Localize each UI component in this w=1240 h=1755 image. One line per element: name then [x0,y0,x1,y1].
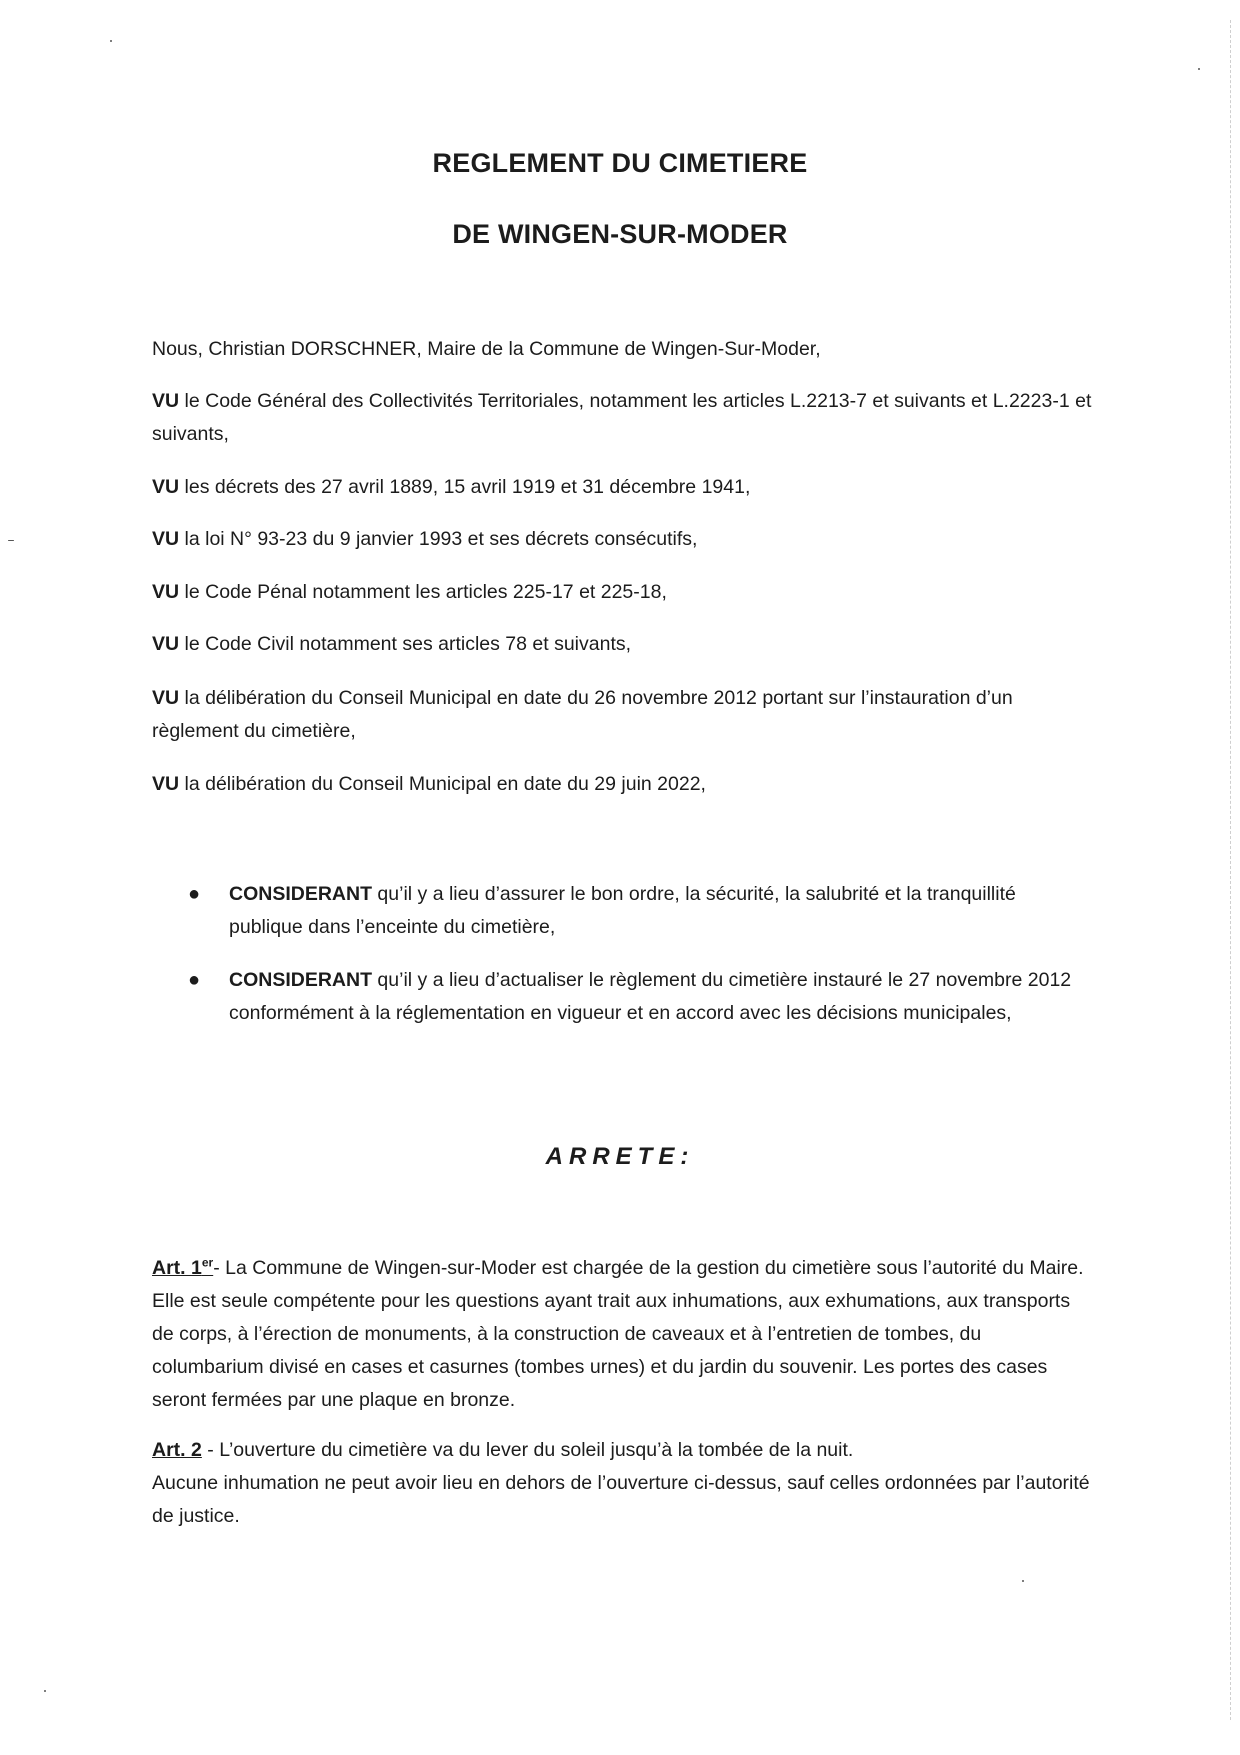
vu-text: le Code Pénal notamment les articles 225-17 et 225-18, [179,581,667,603]
scan-speck [1198,68,1200,70]
considerant-text: qu’il y a lieu d’actualiser le règlement du cimetière instauré le 27 novembre 2012 conformément à la réglementation en vigueur et en accord avec les décisions municipales, [229,969,1072,1024]
article-1-text: - La Commune de Wingen-sur-Moder est chargée de la gestion du cimetière sous l’autorité du Maire. Elle est seule compétente pour les questions ayant trait aux inhumations, aux exhumations, aux transports de corps, à l’érection de monuments, à la construction de caveaux et à l’entretien de tombes, du columbarium divisé en cases et casurnes (tombes urnes) et du jardin du souvenir. Les portes des cases seront fermées par une plaque en bronze. [152,1257,1084,1411]
title-line-2: DE WINGEN-SUR-MODER [452,219,788,249]
vu-prefix: VU [152,528,180,550]
vu-text: le Code Civil notamment ses articles 78 et suivants, [179,633,632,655]
article-2-label: Art. 2 [152,1439,202,1461]
vu-text: les décrets des 27 avril 1889, 15 avril 1919 et 31 décembre 1941, [179,476,751,498]
vu-prefix: VU [152,476,180,498]
vu-paragraph [152,628,1092,661]
vu-text: le Code Général des Collectivités Territoriales, notamment les articles L.2213-7 et suivants et L.2223-1 et suivants, [152,390,1092,445]
considerant-item [188,878,1081,944]
bullet-icon: ● [188,969,201,991]
arrete-heading: ARRETE: [545,1143,695,1170]
vu-prefix: VU [152,687,180,709]
vu-text: la loi N° 93-23 du 9 janvier 1993 et ses décrets consécutifs, [179,528,698,550]
scan-speck [110,40,112,42]
article-1-label [152,1257,213,1279]
considerant-prefix: CONSIDERANT [229,883,373,905]
article-2-text: - L’ouverture du cimetière va du lever du soleil jusqu’à la tombée de la nuit. [201,1439,854,1461]
scan-edge [1230,20,1232,1720]
title-line-1: REGLEMENT DU CIMETIERE [432,148,808,178]
vu-prefix: VU [152,390,180,412]
article-1 [152,1252,1092,1417]
article-1-number: Art. 1 [152,1257,202,1279]
vu-text: la délibération du Conseil Municipal en date du 26 novembre 2012 portant sur l’instauration d’un règlement du cimetière, [152,687,1013,742]
scan-speck [8,540,14,541]
article-1-superscript: er [201,1255,214,1270]
vu-prefix: VU [152,633,180,655]
considerant-item [188,964,1081,1030]
scan-speck [44,1690,46,1692]
scan-speck [1022,1580,1024,1582]
vu-paragraph [152,385,1092,451]
article-2 [152,1434,1092,1533]
vu-paragraph [152,768,1092,801]
considerant-text: qu’il y a lieu d’assurer le bon ordre, la sécurité, la salubrité et la tranquillité publique dans l’enceinte du cimetière, [229,883,1016,938]
considerant-prefix: CONSIDERANT [229,969,373,991]
vu-text: la délibération du Conseil Municipal en date du 29 juin 2022, [179,773,706,795]
vu-paragraph [152,523,1092,556]
intro-paragraph: Nous, Christian DORSCHNER, Maire de la Commune de Wingen-Sur-Moder, [152,338,821,360]
vu-prefix: VU [152,581,180,603]
vu-paragraph [152,576,1092,609]
article-2-text-2: Aucune inhumation ne peut avoir lieu en dehors de l’ouverture ci-dessus, sauf celles ordonnées par l’autorité de justice. [152,1472,1090,1527]
vu-paragraph [152,471,1092,504]
vu-prefix: VU [152,773,180,795]
vu-paragraph [152,682,1092,748]
bullet-icon: ● [188,883,201,905]
